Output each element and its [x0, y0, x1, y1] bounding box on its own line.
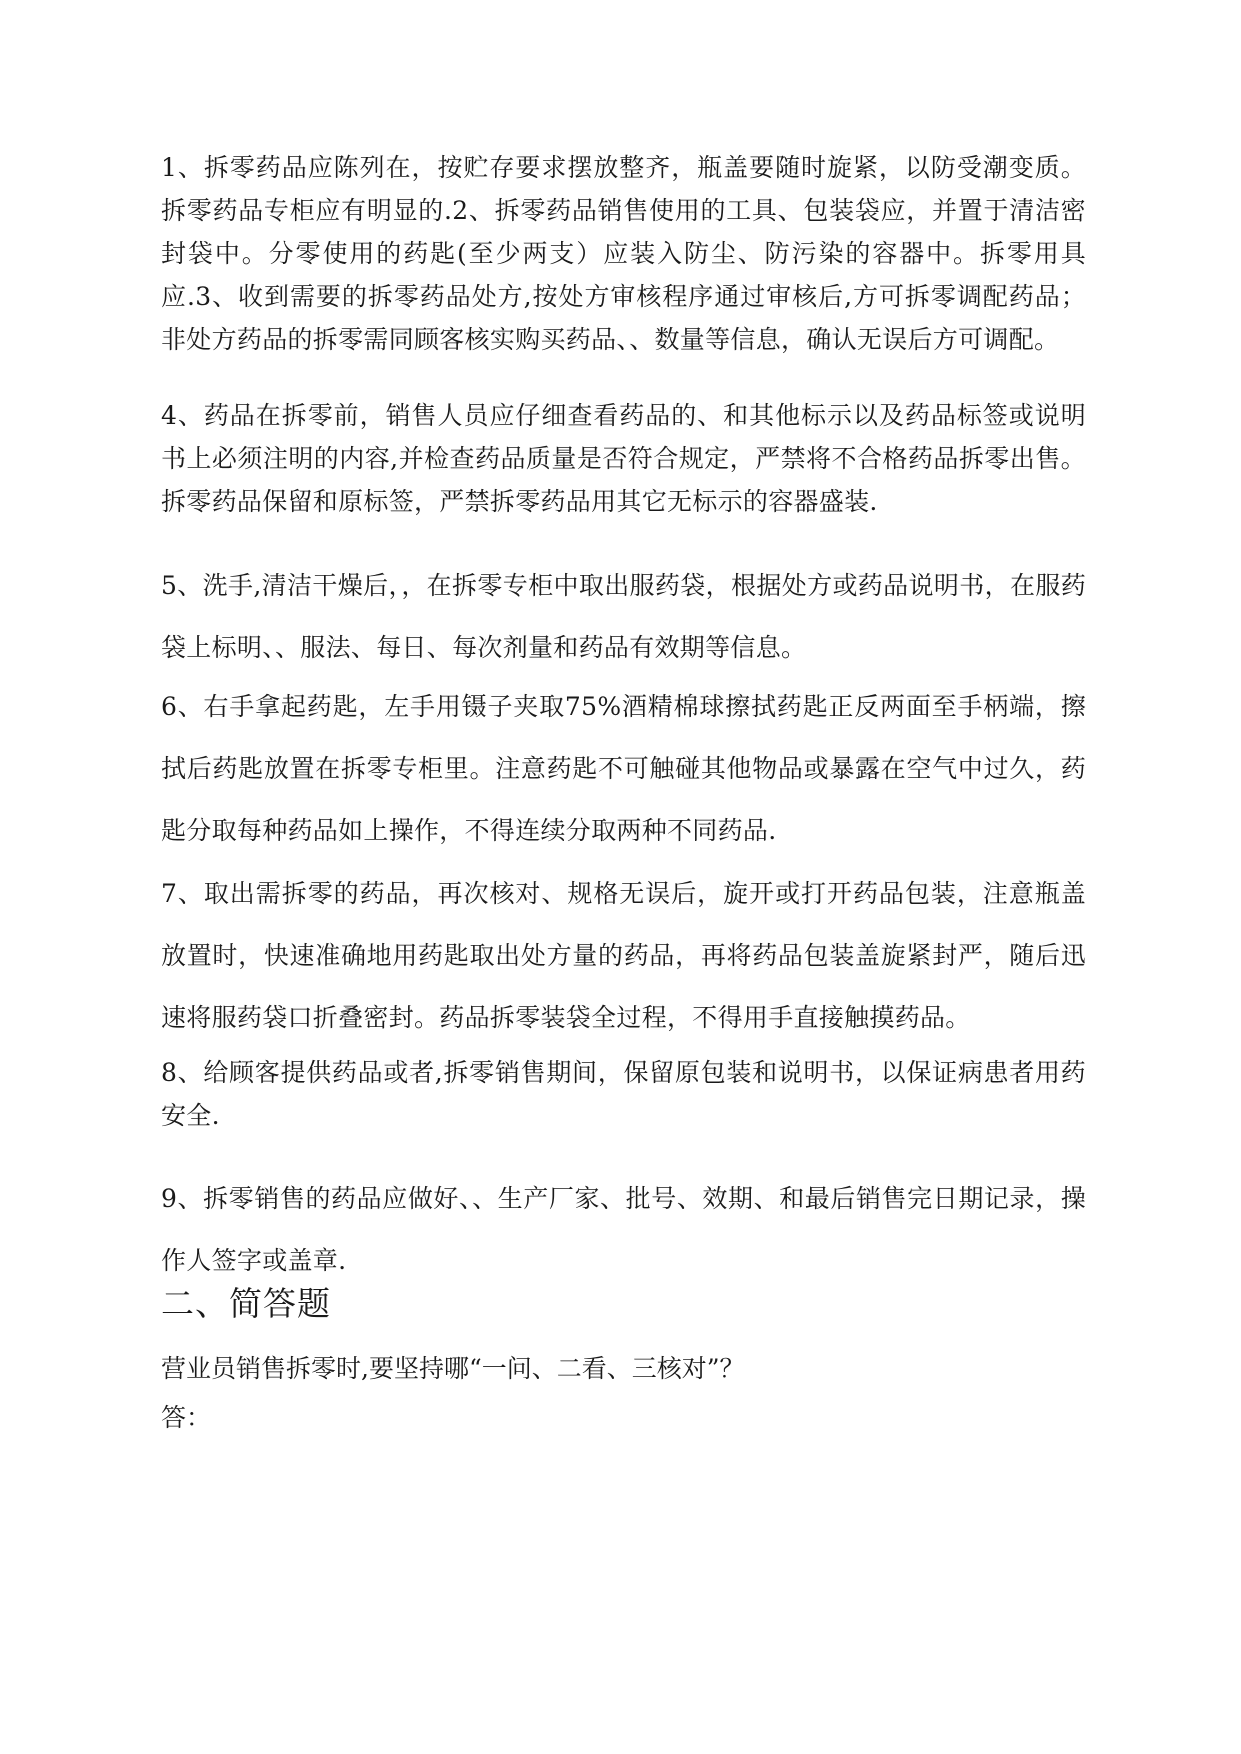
paragraph-7: 7、取出需拆零的药品，再次核对、规格无误后，旋开或打开药品包装，注意瓶盖放置时，快速准确地用药匙取出处方量的药品，再将药品包装盖旋紧封严，随后迅速将服药袋口折叠密封。药品拆零装袋全过程，不得用手直接触摸药品。: [161, 879, 1086, 1032]
paragraph-1-3: 1、拆零药品应陈列在，按贮存要求摆放整齐，瓶盖要随时旋紧，以防受潮变质。拆零药品专柜应有明显的.2、拆零药品销售使用的工具、包装袋应，并置于清洁密封袋中。分零使用的药匙(至少两支）应装入防尘、防污染的容器中。拆零用具应.3、收到需要的拆零药品处方,按处方审核程序通过审核后,方可拆零调配药品；非处方药品的拆零需同顾客核实购买药品、、数量等信息，确认无误后方可调配。: [161, 153, 1086, 354]
question-text: 营业员销售拆零时,要坚持哪“一问、二看、三核对”？: [161, 1354, 745, 1383]
section-heading: 二、简答题: [161, 1284, 331, 1323]
paragraph-9: 9、拆零销售的药品应做好、、生产厂家、批号、效期、和最后销售完日期记录，操作人签字或盖章.: [161, 1184, 1086, 1275]
paragraph-5: 5、洗手,清洁干燥后，，在拆零专柜中取出服药袋，根据处方或药品说明书，在服药袋上标明、、服法、每日、每次剂量和药品有效期等信息。: [161, 571, 1086, 662]
paragraph-6: 6、右手拿起药匙，左手用镊子夹取75%酒精棉球擦拭药匙正反两面至手柄端，擦拭后药匙放置在拆零专柜里。注意药匙不可触碰其他物品或暴露在空气中过久，药匙分取每种药品如上操作，不得连续分取两种不同药品.: [161, 692, 1086, 845]
paragraph-8: 8、给顾客提供药品或者,拆零销售期间，保留原包装和说明书，以保证病患者用药安全.: [161, 1058, 1086, 1130]
answer-label: 答：: [161, 1403, 212, 1432]
paragraph-4: 4、药品在拆零前，销售人员应仔细查看药品的、和其他标示以及药品标签或说明书上必须注明的内容,并检查药品质量是否符合规定，严禁将不合格药品拆零出售。拆零药品保留和原标签，严禁拆零药品用其它无标示的容器盛装.: [161, 401, 1086, 516]
